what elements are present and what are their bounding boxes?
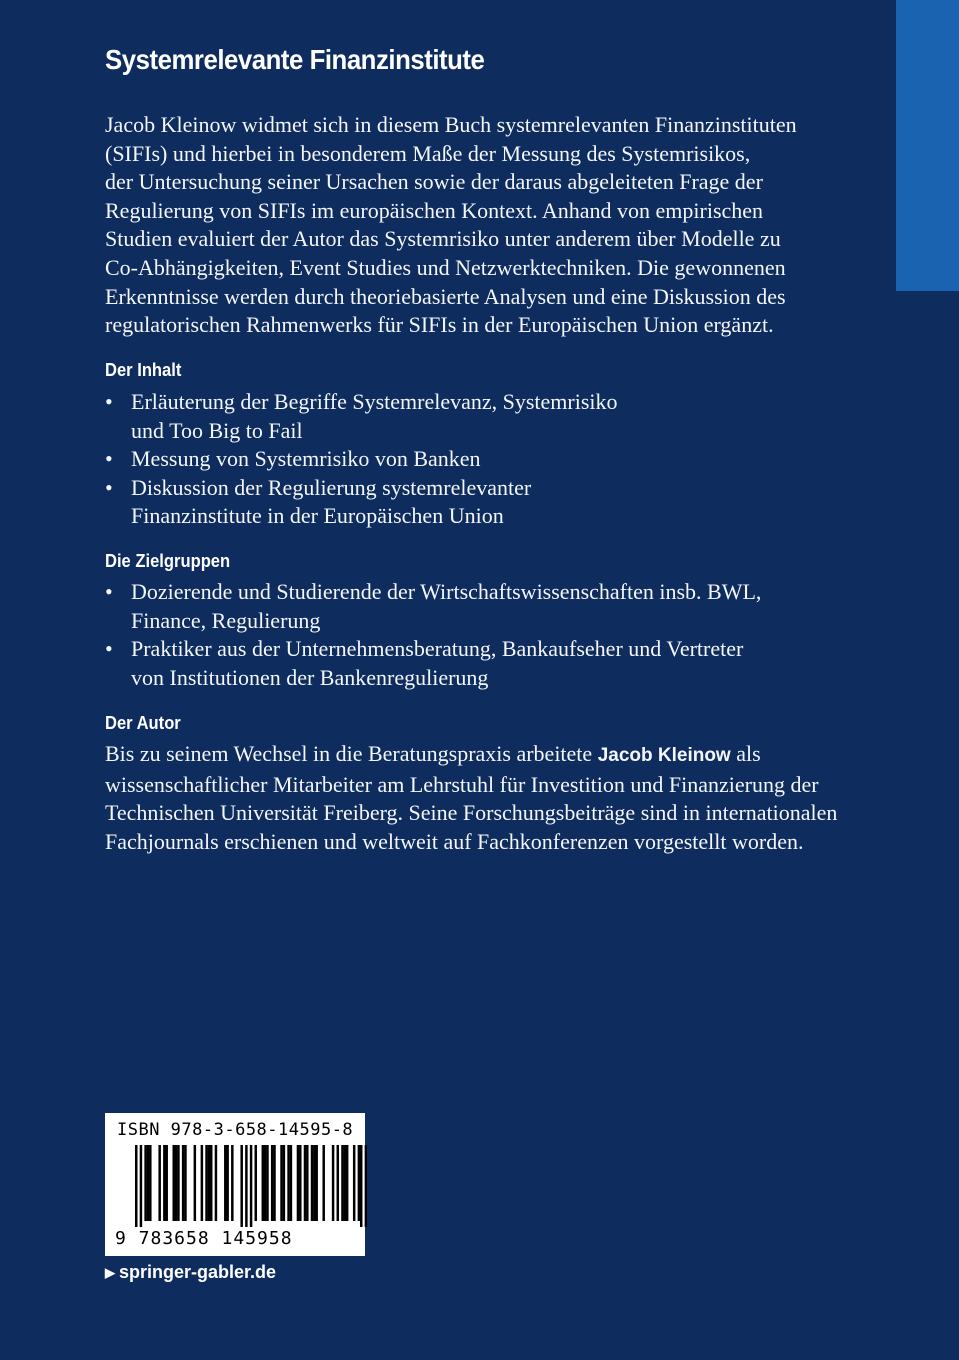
- list-item-text: • Diskussion der Regulierung systemrelevanter: [131, 474, 532, 500]
- barcode-bar: [315, 1145, 317, 1221]
- barcode-bar: [346, 1145, 348, 1221]
- barcode-bar: [140, 1145, 142, 1227]
- isbn-barcode-box: [105, 1113, 365, 1256]
- list-item: [105, 635, 761, 692]
- barcode-bar: [297, 1145, 299, 1221]
- list-item: [105, 474, 618, 531]
- author-name: Jacob Kleinow: [597, 745, 731, 766]
- barcode-bar: [358, 1145, 360, 1221]
- list-item: [105, 578, 761, 635]
- barcode-bar: [226, 1145, 228, 1221]
- barcode-bar: [165, 1145, 167, 1221]
- inhalt-heading: Der Inhalt: [105, 360, 182, 380]
- barcode-bar: [205, 1145, 207, 1221]
- barcode-bar: [266, 1145, 268, 1221]
- barcode-bar: [184, 1145, 186, 1221]
- barcode-bar: [273, 1145, 275, 1221]
- barcode-bar: [210, 1145, 212, 1221]
- barcode-bar: [353, 1145, 355, 1221]
- autor-text: Bis zu seinem Wechsel in die Beratungspraxis arbeitete: [105, 741, 598, 766]
- barcode-bar: [135, 1145, 137, 1227]
- intro-line: Regulierung von SIFIs im europäischen Kontext. Anhand von empirischen: [105, 197, 764, 223]
- intro-line: (SIFIs) und hierbei in besonderem Maße der Messung des Systemrisikos,: [105, 140, 751, 166]
- accent-bar: [896, 0, 959, 291]
- barcode-digits: 9 783658 145958: [115, 1228, 293, 1249]
- barcode-icon: [135, 1145, 367, 1227]
- zielgruppen-heading: Die Zielgruppen: [105, 551, 231, 571]
- intro-line: Studien evaluiert der Autor das Systemrisiko unter anderem über Modelle zu: [105, 226, 781, 252]
- intro-line: regulatorischen Rahmenwerks für SIFIs in der Europäischen Union ergänzt.: [105, 312, 774, 338]
- barcode-bar: [208, 1145, 210, 1221]
- barcode-bar: [271, 1145, 273, 1221]
- autor-text: als: [730, 741, 761, 766]
- barcode-bar: [290, 1145, 292, 1221]
- autor-paragraph: [105, 740, 838, 856]
- barcode-bar: [163, 1145, 165, 1221]
- autor-line: [105, 740, 817, 771]
- barcode-bar: [262, 1145, 264, 1221]
- barcode-bar: [144, 1145, 146, 1221]
- isbn-label: ISBN 978-3-658-14595-8: [117, 1120, 354, 1140]
- list-item-text: von Institutionen der Bankenregulierung: [131, 664, 489, 690]
- barcode-bar: [313, 1145, 315, 1221]
- barcode-bar: [344, 1145, 346, 1221]
- barcode-bar: [365, 1145, 367, 1227]
- list-item-text: und Too Big to Fail: [131, 417, 303, 443]
- barcode-bar: [322, 1145, 324, 1221]
- barcode-bar: [332, 1145, 334, 1221]
- barcode-bar: [240, 1145, 242, 1227]
- barcode-bar: [283, 1145, 285, 1221]
- barcode-bar: [175, 1145, 177, 1221]
- list-item-text: • Dozierende und Studierende der Wirtschaftswissenschaften insb. BWL,: [131, 579, 762, 604]
- barcode-bar: [299, 1145, 301, 1221]
- intro-line: Erkenntnisse werden durch theoriebasierte Analysen und eine Diskussion des: [105, 283, 786, 309]
- barcode-bar: [177, 1145, 179, 1221]
- barcode-bar: [147, 1145, 149, 1221]
- barcode-bar: [287, 1145, 289, 1221]
- barcode-bar: [255, 1145, 257, 1221]
- barcode-bar: [306, 1145, 308, 1221]
- barcode-bar: [337, 1145, 339, 1221]
- barcode-bar: [311, 1145, 313, 1221]
- barcode-bar: [280, 1145, 282, 1221]
- barcode-bar: [158, 1145, 160, 1221]
- list-item-text: • Praktiker aus der Unternehmensberatung, Bankaufseher und Vertreter: [131, 636, 744, 662]
- barcode-bar: [215, 1145, 217, 1221]
- arrow-right-icon: ▶: [105, 1265, 115, 1280]
- list-item: [105, 445, 618, 474]
- barcode-bar: [182, 1145, 184, 1221]
- barcode-bar: [224, 1145, 226, 1221]
- barcode-bar: [245, 1145, 247, 1227]
- book-title: Systemrelevante Finanzinstitute: [105, 44, 485, 75]
- autor-line: Fachjournals erschienen und weltweit auf Fachkonferenzen vorgestellt worden.: [105, 828, 804, 854]
- barcode-bar: [264, 1145, 266, 1221]
- barcode-bar: [231, 1145, 233, 1221]
- autor-heading: Der Autor: [105, 713, 181, 733]
- barcode-bar: [172, 1145, 174, 1221]
- autor-line: wissenschaftlicher Mitarbeiter am Lehrstuhl für Investition und Finanzierung der: [105, 771, 819, 797]
- publisher-link[interactable]: [105, 1262, 276, 1283]
- publisher-url: springer-gabler.de: [119, 1262, 277, 1282]
- intro-line: der Untersuchung seiner Ursachen sowie der daraus abgeleiteten Frage der: [105, 169, 763, 195]
- barcode-bar: [341, 1145, 343, 1221]
- intro-paragraph: [105, 111, 817, 340]
- barcode-bar: [250, 1145, 252, 1227]
- barcode-bar: [149, 1145, 151, 1221]
- intro-line: Jacob Kleinow widmet sich in diesem Buch systemrelevanten Finanzinstituten: [105, 112, 797, 137]
- intro-line: Co-Abhängigkeiten, Event Studies und Netzwerktechniken. Die gewonnenen: [105, 254, 786, 280]
- list-item-text: Finanzinstitute in der Europäischen Union: [131, 503, 504, 529]
- barcode-bar: [194, 1145, 196, 1221]
- barcode-bar: [304, 1145, 306, 1221]
- barcode-bar: [201, 1145, 203, 1221]
- list-item: [105, 388, 618, 445]
- inhalt-list: [105, 388, 618, 531]
- list-item-text: Finance, Regulierung: [131, 607, 321, 633]
- autor-line: Technischen Universität Freiberg. Seine Forschungsbeiträge sind in internationalen: [105, 800, 838, 826]
- zielgruppen-list: [105, 578, 761, 692]
- list-item-text: • Messung von Systemrisiko von Banken: [131, 446, 481, 472]
- list-item-text: • Erläuterung der Begriffe Systemrelevanz, Systemrisiko: [131, 389, 618, 414]
- barcode-bar: [360, 1145, 362, 1227]
